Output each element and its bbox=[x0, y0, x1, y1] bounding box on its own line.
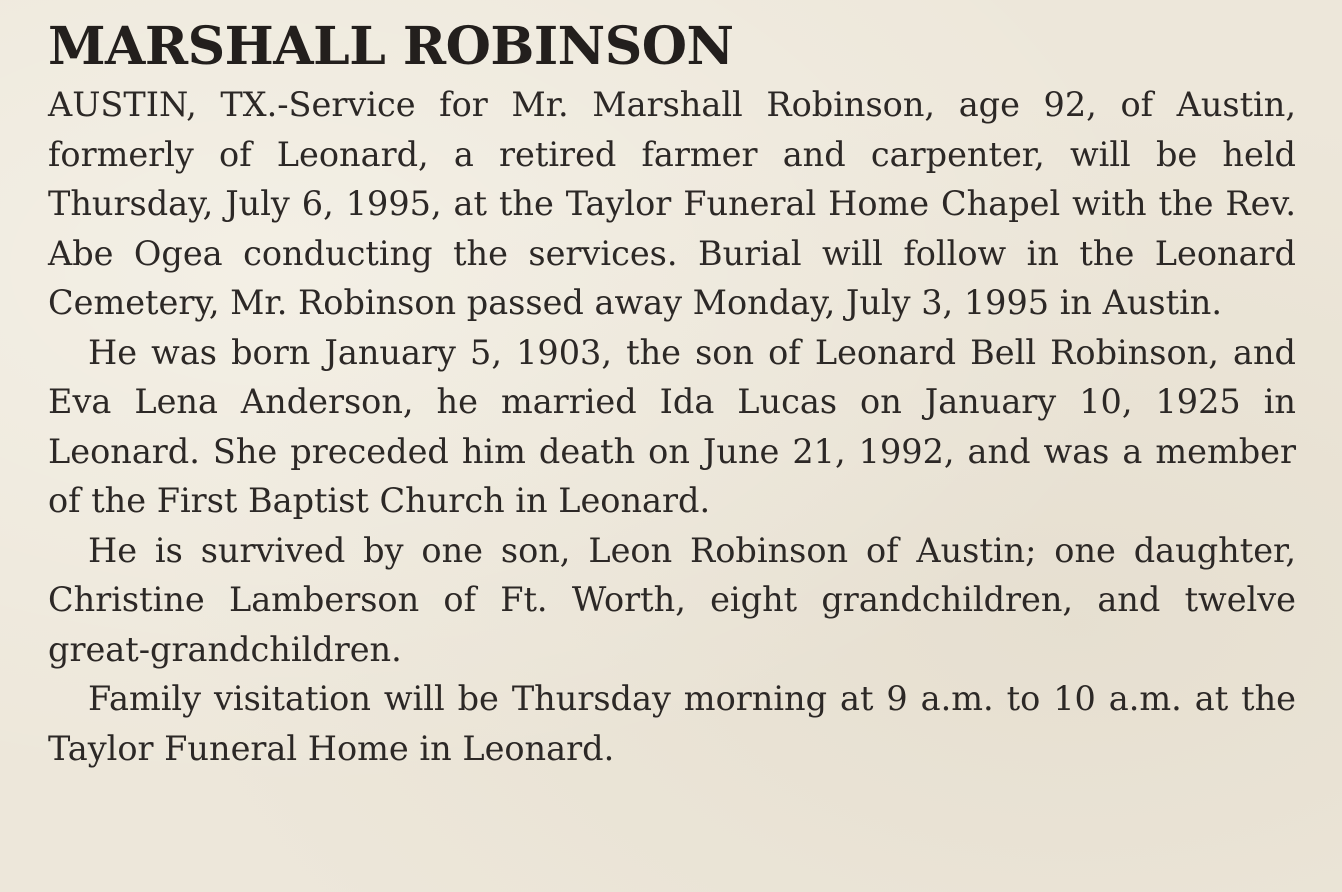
obituary-headline: MARSHALL ROBINSON bbox=[48, 16, 734, 77]
paragraph-service: AUSTIN, TX.-Service for Mr. Marshall Robinson, age 92, of Austin, formerly of Leonard, a retired farmer and carpenter, will be held Thursday, July 6, 1995, at the Taylor Funeral Home Chapel with the Rev. Abe Ogea conducting the services. Burial will follow in the Leonard Cemetery, Mr. Robinson passed away Monday, July 3, 1995 in Austin. bbox=[48, 85, 1296, 322]
paragraph-biography: He was born January 5, 1903, the son of Leonard Bell Robinson, and Eva Lena Anderson, he married Ida Lucas on January 10, 1925 in Leonard. She preceded him death on June 21, 1992, and was a member of the First Baptist Church in Leonard. bbox=[48, 332, 1296, 520]
paragraph-survivors: He is survived by one son, Leon Robinson of Austin; one daughter, Christine Lamberson of Ft. Worth, eight grandchildren, and twelve great-grandchildren. bbox=[48, 530, 1296, 669]
paragraph-visitation: Family visitation will be Thursday morning at 9 a.m. to 10 a.m. at the Taylor Funeral Home in Leonard. bbox=[48, 679, 1296, 768]
